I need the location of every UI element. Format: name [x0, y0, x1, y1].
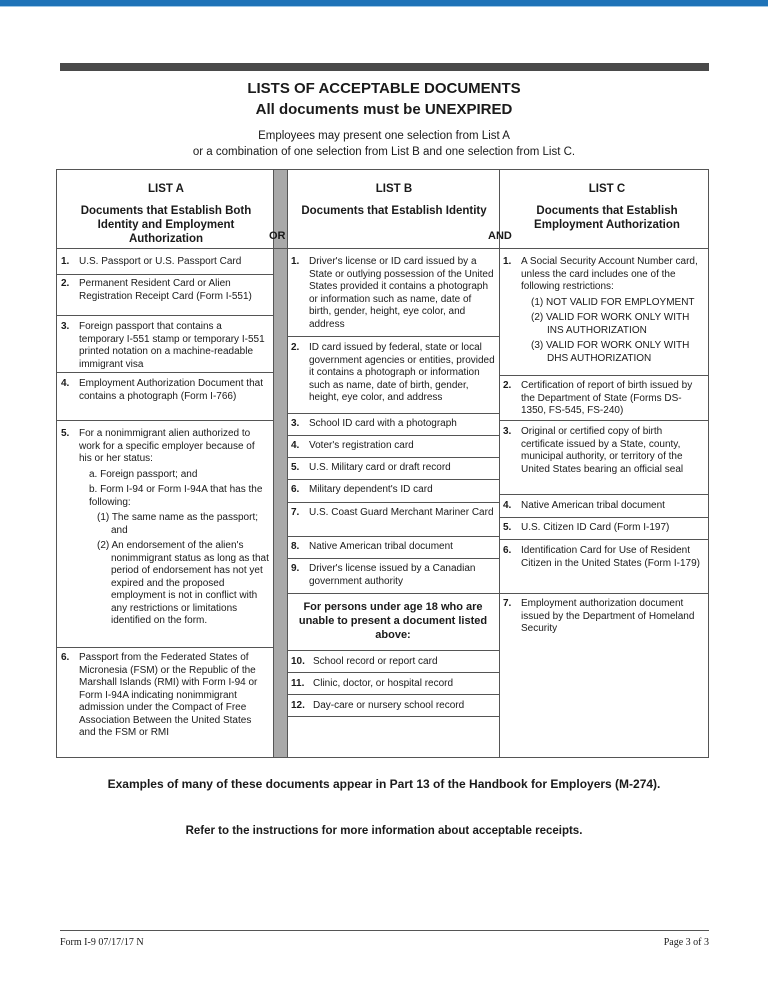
column-divider	[287, 170, 288, 757]
list-b-item-7	[291, 507, 495, 520]
row-divider	[287, 479, 499, 480]
list-c-subheading: Documents that Establish Employment Authorization	[534, 205, 680, 231]
list-a-item-1	[61, 256, 269, 269]
list-c-item-1	[503, 256, 703, 365]
list-c-item-5	[503, 522, 703, 535]
form-id: Form I-9 07/17/17 N	[60, 937, 144, 948]
row-divider	[287, 672, 499, 673]
list-b-header	[295, 182, 493, 218]
item-text: Native American tribal document	[309, 541, 453, 552]
item-number: 3.	[61, 321, 70, 332]
list-c-item-3	[503, 426, 703, 476]
item-number: 12.	[291, 700, 305, 711]
list-a-item-5	[61, 428, 269, 628]
and-label: AND	[488, 230, 512, 242]
row-divider	[57, 274, 273, 275]
column-divider	[273, 170, 274, 757]
row-divider	[287, 593, 499, 594]
intro-line-2: or a combination of one selection from List B and one selection from List C.	[192, 146, 576, 158]
item-text: Employment authorization document issued by the Department of Homeland Security	[521, 598, 695, 634]
item-number: 2.	[291, 342, 300, 353]
header-divider	[57, 248, 708, 249]
column-divider	[499, 170, 500, 757]
item-text: For a nonimmigrant alien authorized to work for a specific employer because of his or her status:	[79, 428, 255, 464]
item-number: 8.	[291, 541, 300, 552]
item-text: Permanent Resident Card or Alien Registration Receipt Card (Form I-551)	[79, 278, 252, 302]
row-divider	[287, 457, 499, 458]
item-text: Driver's license or ID card issued by a State or outlying possession of the United States provided it contains a photograph or information such as name, date of birth, gender, height, eye color, and address	[309, 256, 494, 330]
list-b-item-1	[291, 256, 495, 331]
item-text: U.S. Military card or draft record	[309, 462, 451, 473]
item-number: 1.	[503, 256, 512, 267]
row-divider	[287, 716, 499, 717]
item-number: 6.	[503, 545, 512, 556]
item-subitems	[61, 469, 269, 628]
item-number: 4.	[291, 440, 300, 451]
item-number: 11.	[291, 678, 305, 689]
list-a-item-3	[61, 321, 269, 371]
list-a-item-2	[61, 278, 269, 303]
list-c-item-7	[503, 598, 703, 636]
item-text: ID card issued by federal, state or local government agencies or entities, provided it contains a photograph or information such as name, date of birth, gender, height, eye color, and address	[309, 342, 495, 403]
list-b-item-8	[291, 541, 495, 554]
subitem-b-2: (2) An endorsement of the alien's nonimmigrant status as long as that period of endorsement has not yet expired and the proposed employment is not in conflict with any restrictions or limitations identified on the form.	[97, 540, 269, 626]
item-number: 2.	[503, 380, 512, 391]
list-b-item-2	[291, 342, 495, 405]
item-number: 10.	[291, 656, 305, 667]
item-text: Native American tribal document	[521, 500, 665, 511]
subitem-b-1: (1) The same name as the passport; and	[97, 512, 259, 536]
footer-rule	[60, 930, 709, 931]
row-divider	[57, 372, 273, 373]
list-b-heading: LIST B	[375, 183, 413, 195]
row-divider	[499, 593, 708, 594]
item-text: Identification Card for Use of Resident Citizen in the United States (Form I-179)	[521, 545, 700, 569]
page-title: LISTS OF ACCEPTABLE DOCUMENTS	[247, 80, 521, 97]
item-text: School ID card with a photograph	[309, 418, 457, 429]
row-divider	[499, 420, 708, 421]
item-number: 7.	[291, 507, 300, 518]
item-text: Certification of report of birth issued by the Department of State (Forms DS-1350, FS-545, FS-240)	[521, 380, 693, 416]
item-text: U.S. Passport or U.S. Passport Card	[79, 256, 242, 267]
list-c-heading: LIST C	[588, 183, 626, 195]
list-c-item-4	[503, 500, 703, 513]
row-divider	[287, 558, 499, 559]
item-text: Clinic, doctor, or hospital record	[313, 678, 454, 689]
item-number: 3.	[291, 418, 300, 429]
list-c-item-6	[503, 545, 703, 570]
row-divider	[57, 647, 273, 648]
list-b-item-9	[291, 563, 495, 588]
subitem-b: b. Form I-94 or Form I-94A that has the following:	[89, 484, 263, 508]
row-divider	[499, 375, 708, 376]
item-number: 4.	[503, 500, 512, 511]
row-divider	[499, 539, 708, 540]
list-b-item-5	[291, 462, 495, 475]
item-text: Foreign passport that contains a temporary I-551 stamp or temporary I-551 printed notation on a machine-readable immigrant visa	[79, 321, 265, 370]
header-rule	[60, 63, 709, 71]
list-b-item-11	[291, 678, 495, 691]
item-text: Military dependent's ID card	[309, 484, 433, 495]
item-text: Employment Authorization Document that contains a photograph (Form I-766)	[79, 378, 263, 402]
top-stripe-edge	[0, 6, 768, 7]
row-divider	[287, 650, 499, 651]
row-divider	[287, 536, 499, 537]
item-number: 9.	[291, 563, 300, 574]
list-a-heading: LIST A	[148, 183, 184, 195]
item-number: 1.	[61, 256, 70, 267]
list-b-subheading: Documents that Establish Identity	[301, 205, 487, 217]
item-text: U.S. Citizen ID Card (Form I-197)	[521, 522, 670, 533]
item-text: A Social Security Account Number card, unless the card includes one of the following restrictions:	[521, 256, 698, 292]
item-text: Day-care or nursery school record	[313, 700, 465, 711]
row-divider	[287, 413, 499, 414]
row-divider	[57, 420, 273, 421]
item-number: 1.	[291, 256, 300, 267]
subitem-a: a. Foreign passport; and	[89, 468, 198, 480]
item-text: Driver's license issued by a Canadian government authority	[309, 563, 476, 587]
restriction-1: (1) NOT VALID FOR EMPLOYMENT	[531, 296, 695, 308]
item-number: 6.	[291, 484, 300, 495]
item-text: U.S. Coast Guard Merchant Mariner Card	[309, 507, 494, 518]
list-c-header	[515, 182, 699, 232]
documents-table	[56, 169, 709, 758]
list-b-item-10	[291, 656, 495, 669]
item-number: 5.	[61, 428, 70, 439]
list-c-item-2	[503, 380, 703, 418]
page-subtitle: All documents must be UNEXPIRED	[255, 101, 513, 118]
instructions-note: Refer to the instructions for more information about acceptable receipts.	[185, 825, 583, 837]
item-text: Voter's registration card	[309, 440, 414, 451]
row-divider	[287, 336, 499, 337]
item-text: School record or report card	[313, 656, 438, 667]
or-separator-band	[273, 170, 287, 757]
row-divider	[499, 494, 708, 495]
intro-line-1: Employees may present one selection from List A	[258, 130, 510, 142]
item-number: 2.	[61, 278, 70, 289]
item-number: 5.	[291, 462, 300, 473]
row-divider	[287, 502, 499, 503]
restriction-list	[503, 297, 703, 366]
item-number: 7.	[503, 598, 512, 609]
row-divider	[287, 694, 499, 695]
examples-note: Examples of many of these documents appear in Part 13 of the Handbook for Employers (M-274).	[107, 777, 661, 791]
item-number: 5.	[503, 522, 512, 533]
item-text: Original or certified copy of birth certificate issued by a State, county, municipal authority, or territory of the United States bearing an official seal	[521, 426, 684, 475]
item-number: 4.	[61, 378, 70, 389]
row-divider	[287, 435, 499, 436]
list-a-item-6	[61, 652, 269, 740]
list-b-item-3	[291, 418, 495, 431]
list-a-subheading: Documents that Establish Both Identity and Employment Authorization	[80, 205, 252, 245]
row-divider	[57, 315, 273, 316]
under-18-heading: For persons under age 18 who are unable to present a document listed above:	[298, 601, 488, 641]
restriction-3: (3) VALID FOR WORK ONLY WITH DHS AUTHORIZATION	[531, 340, 690, 364]
list-b-item-4	[291, 440, 495, 453]
list-b-item-6	[291, 484, 495, 497]
item-number: 6.	[61, 652, 70, 663]
list-a-header	[63, 182, 269, 246]
item-text: Passport from the Federated States of Micronesia (FSM) or the Republic of the Marshall Islands (RMI) with Form I-94 or Form I-94A indicating nonimmigrant admission under the Compact of Free Association Between the United States and the FSM or RMI	[79, 652, 258, 738]
list-a-item-4	[61, 378, 269, 403]
page-number: Page 3 of 3	[663, 937, 709, 948]
or-label: OR	[269, 230, 286, 242]
restriction-2: (2) VALID FOR WORK ONLY WITH INS AUTHORIZATION	[531, 312, 690, 336]
list-b-item-12	[291, 700, 495, 713]
row-divider	[499, 517, 708, 518]
item-number: 3.	[503, 426, 512, 437]
